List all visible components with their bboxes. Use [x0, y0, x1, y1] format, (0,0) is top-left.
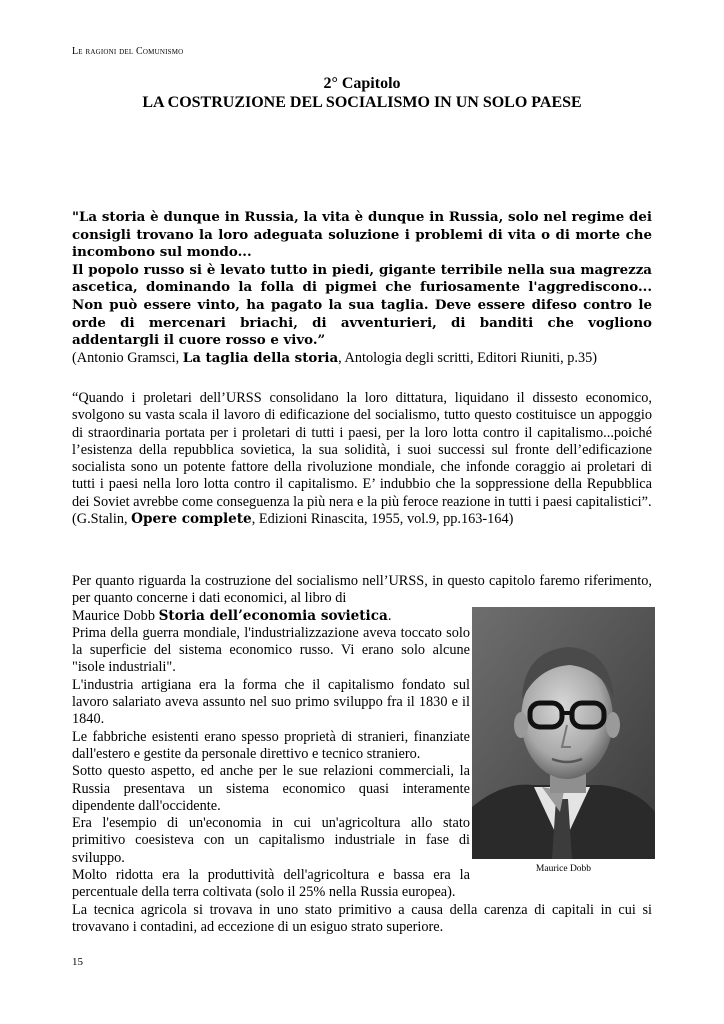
- body-intro: Per quanto riguarda la costruzione del socialismo nell’URSS, in questo capitolo faremo riferimento, per quanto concerne i dati economici, al libro di: [72, 573, 652, 607]
- body-paragraph-3: Le fabbriche esistenti erano spesso proprietà di stranieri, finanziate dall'estero e gestite da personale direttivo e tecnico straniero.: [72, 728, 470, 762]
- stalin-citation: [72, 511, 652, 528]
- gramsci-cite-work: La taglia della storia: [182, 349, 339, 366]
- stalin-cite-pre: (G.Stalin,: [72, 511, 132, 528]
- chapter-title: LA COSTRUZIONE DEL SOCIALISMO IN UN SOLO PAESE: [142, 94, 582, 111]
- body-paragraph-4: Sotto questo aspetto, ed anche per le sue relazioni commerciali, la Russia presentava un sistema economico quasi interamente dipendente dall'occidente.: [72, 763, 470, 814]
- body-paragraph-2: L'industria artigiana era la forma che il capitalismo fondato sul lavoro salariato aveva assunto nel suo primo sviluppo fra il 1830 e il 1840.: [72, 676, 470, 728]
- stalin-cite-post: , Edizioni Rinascita, 1955, vol.9, pp.163-164): [251, 511, 514, 528]
- maurice-dobb-photo: [472, 607, 655, 859]
- intro-author: Maurice Dobb: [72, 607, 159, 624]
- gramsci-quote: [72, 209, 652, 367]
- stalin-quote-text: “Quando i proletari dell’URSS consolidano la loro dittatura, liquidano il dissesto economico, svolgono su vasta scala il lavoro di edificazione del socialismo, tutto questo costituisce un appoggio di straordinaria portata per i proletari di tutti i paesi, per la loro lotta contro il capitalismo...poiché l’esistenza della repubblica sovietica, la sua solidità, i suoi successi sul fronte dell’edificazione socialista sono un potente fattore della rivoluzione mondiale, che infonde coraggio ai proletari di tutti i paesi nella loro lotta contro il capitalismo. E’ indubbio che la soppressione della Repubblica dei Soviet avrebbe come conseguenza la più nera e la più feroce reazione in tutti i paesi capitalistici”.: [72, 390, 652, 510]
- stalin-quote: [72, 390, 652, 528]
- intro-book-title: Storia dell’economia sovietica: [158, 607, 388, 624]
- intro-period: .: [387, 607, 392, 624]
- stalin-cite-work: Opere complete: [131, 511, 252, 528]
- chapter-number: 2° Capitolo: [323, 75, 401, 92]
- body-intro-source: [72, 608, 470, 625]
- portrait-illustration: [472, 607, 655, 859]
- gramsci-citation: [72, 350, 652, 368]
- gramsci-cite-post: , Antologia degli scritti, Editori Riuniti, p.35): [338, 349, 598, 366]
- running-head: Le ragioni del Comunismo: [72, 46, 184, 57]
- body-paragraph-6: Molto ridotta era la produttività dell'agricoltura e bassa era la percentuale della terra coltivata (solo il 25% nella Russia europea).: [72, 867, 470, 901]
- chapter-heading: [72, 74, 652, 112]
- gramsci-quote-p2: Il popolo russo si è levato tutto in piedi, gigante terribile nella sua magrezza ascetica, dominando la folla di pigmei che furiosamente l'aggrediscono... Non può essere vinto, ha pagato la sua taglia. Deve essere difeso contro le orde di mercenari briachi, di avventurieri, di banditi che vogliono addentargli il cuore rosso e vivo.”: [72, 261, 652, 349]
- page-number: 15: [72, 956, 83, 968]
- gramsci-quote-p1: "La storia è dunque in Russia, la vita è dunque in Russia, solo nel regime dei consigli trovano la loro adeguata soluzione i problemi di vita o di morte che incombono sul mondo...: [72, 209, 652, 261]
- body-paragraph-5: Era l'esempio di un'economia in cui un'agricoltura allo stato primitivo coesisteva con un capitalismo industriale in fase di sviluppo.: [72, 815, 470, 866]
- gramsci-cite-pre: (Antonio Gramsci,: [72, 349, 183, 366]
- photo-caption: Maurice Dobb: [535, 864, 592, 874]
- body-paragraph-1: Prima della guerra mondiale, l'industrializzazione aveva toccato solo la superficie del sistema economico russo. Vi erano solo alcune "isole industriali".: [72, 624, 470, 676]
- body-paragraph-7: La tecnica agricola si trovava in uno stato primitivo a causa della carenza di capitali in cui si trovavano i contadini, ad eccezione di un esiguo strato superiore.: [72, 901, 652, 935]
